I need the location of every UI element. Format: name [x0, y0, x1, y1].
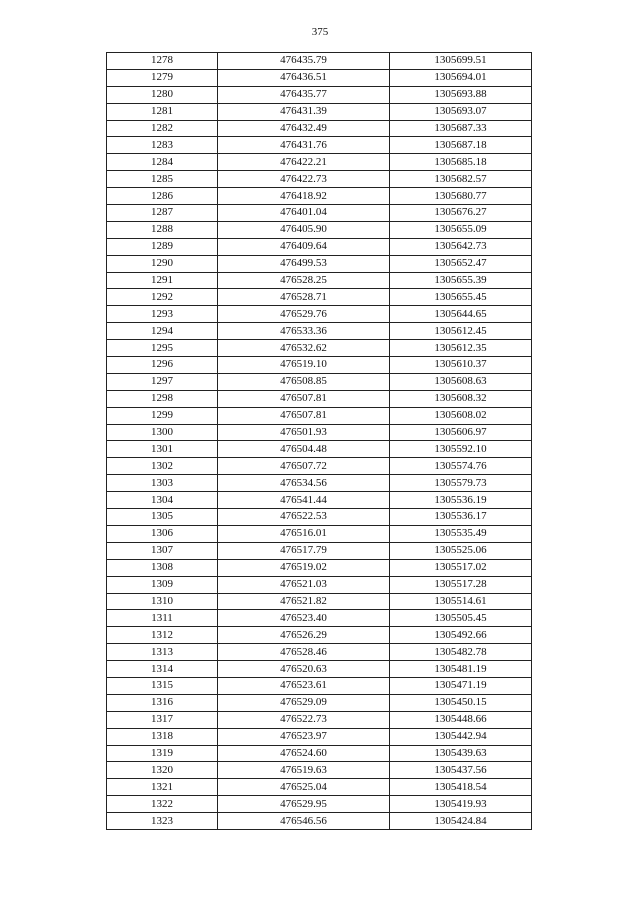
x-coordinate-cell: 476524.60	[218, 745, 390, 762]
point-number-cell: 1306	[107, 525, 218, 542]
table-row	[107, 137, 532, 154]
x-coordinate-cell: 476507.81	[218, 390, 390, 407]
table-row	[107, 694, 532, 711]
x-coordinate-cell: 476504.48	[218, 441, 390, 458]
y-coordinate-cell: 1305574.76	[390, 458, 532, 475]
table-row	[107, 340, 532, 357]
point-number-cell: 1307	[107, 542, 218, 559]
y-coordinate-cell: 1305612.35	[390, 340, 532, 357]
y-coordinate-cell: 1305482.78	[390, 644, 532, 661]
point-number-cell: 1318	[107, 728, 218, 745]
y-coordinate-cell: 1305437.56	[390, 762, 532, 779]
y-coordinate-cell: 1305525.06	[390, 542, 532, 559]
point-number-cell: 1294	[107, 323, 218, 340]
coordinates-table-body	[107, 53, 532, 830]
x-coordinate-cell: 476521.03	[218, 576, 390, 593]
point-number-cell: 1284	[107, 154, 218, 171]
table-row	[107, 103, 532, 120]
x-coordinate-cell: 476501.93	[218, 424, 390, 441]
table-row	[107, 627, 532, 644]
y-coordinate-cell: 1305536.17	[390, 509, 532, 526]
y-coordinate-cell: 1305682.57	[390, 171, 532, 188]
point-number-cell: 1285	[107, 171, 218, 188]
x-coordinate-cell: 476507.72	[218, 458, 390, 475]
point-number-cell: 1299	[107, 407, 218, 424]
table-row	[107, 323, 532, 340]
y-coordinate-cell: 1305505.45	[390, 610, 532, 627]
y-coordinate-cell: 1305606.97	[390, 424, 532, 441]
point-number-cell: 1317	[107, 711, 218, 728]
point-number-cell: 1303	[107, 475, 218, 492]
table-row	[107, 509, 532, 526]
y-coordinate-cell: 1305644.65	[390, 306, 532, 323]
table-row	[107, 205, 532, 222]
point-number-cell: 1278	[107, 53, 218, 70]
point-number-cell: 1321	[107, 779, 218, 796]
point-number-cell: 1315	[107, 677, 218, 694]
x-coordinate-cell: 476507.81	[218, 407, 390, 424]
point-number-cell: 1319	[107, 745, 218, 762]
x-coordinate-cell: 476431.76	[218, 137, 390, 154]
point-number-cell: 1322	[107, 796, 218, 813]
x-coordinate-cell: 476435.77	[218, 86, 390, 103]
x-coordinate-cell: 476523.61	[218, 677, 390, 694]
y-coordinate-cell: 1305694.01	[390, 69, 532, 86]
point-number-cell: 1283	[107, 137, 218, 154]
y-coordinate-cell: 1305517.02	[390, 559, 532, 576]
table-row	[107, 475, 532, 492]
point-number-cell: 1302	[107, 458, 218, 475]
table-row	[107, 238, 532, 255]
table-row	[107, 762, 532, 779]
y-coordinate-cell: 1305655.09	[390, 221, 532, 238]
x-coordinate-cell: 476519.10	[218, 357, 390, 374]
table-row	[107, 53, 532, 70]
table-row	[107, 711, 532, 728]
y-coordinate-cell: 1305517.28	[390, 576, 532, 593]
x-coordinate-cell: 476528.46	[218, 644, 390, 661]
table-row	[107, 525, 532, 542]
y-coordinate-cell: 1305442.94	[390, 728, 532, 745]
y-coordinate-cell: 1305676.27	[390, 205, 532, 222]
table-row	[107, 188, 532, 205]
y-coordinate-cell: 1305699.51	[390, 53, 532, 70]
y-coordinate-cell: 1305610.37	[390, 357, 532, 374]
table-row	[107, 542, 532, 559]
y-coordinate-cell: 1305424.84	[390, 813, 532, 830]
y-coordinate-cell: 1305535.49	[390, 525, 532, 542]
point-number-cell: 1280	[107, 86, 218, 103]
table-row	[107, 221, 532, 238]
point-number-cell: 1320	[107, 762, 218, 779]
table-row	[107, 306, 532, 323]
x-coordinate-cell: 476523.97	[218, 728, 390, 745]
table-row	[107, 593, 532, 610]
y-coordinate-cell: 1305687.18	[390, 137, 532, 154]
y-coordinate-cell: 1305579.73	[390, 475, 532, 492]
point-number-cell: 1287	[107, 205, 218, 222]
table-row	[107, 796, 532, 813]
x-coordinate-cell: 476401.04	[218, 205, 390, 222]
y-coordinate-cell: 1305592.10	[390, 441, 532, 458]
x-coordinate-cell: 476516.01	[218, 525, 390, 542]
table-row	[107, 661, 532, 678]
table-row	[107, 441, 532, 458]
table-row	[107, 154, 532, 171]
x-coordinate-cell: 476533.36	[218, 323, 390, 340]
y-coordinate-cell: 1305652.47	[390, 255, 532, 272]
table-row	[107, 357, 532, 374]
y-coordinate-cell: 1305419.93	[390, 796, 532, 813]
y-coordinate-cell: 1305655.45	[390, 289, 532, 306]
point-number-cell: 1297	[107, 373, 218, 390]
x-coordinate-cell: 476519.02	[218, 559, 390, 576]
point-number-cell: 1289	[107, 238, 218, 255]
table-row	[107, 390, 532, 407]
table-row	[107, 745, 532, 762]
table-row	[107, 644, 532, 661]
x-coordinate-cell: 476529.09	[218, 694, 390, 711]
table-row	[107, 813, 532, 830]
x-coordinate-cell: 476529.76	[218, 306, 390, 323]
point-number-cell: 1292	[107, 289, 218, 306]
y-coordinate-cell: 1305612.45	[390, 323, 532, 340]
x-coordinate-cell: 476519.63	[218, 762, 390, 779]
point-number-cell: 1305	[107, 509, 218, 526]
y-coordinate-cell: 1305685.18	[390, 154, 532, 171]
coordinates-table	[106, 52, 532, 830]
y-coordinate-cell: 1305655.39	[390, 272, 532, 289]
y-coordinate-cell: 1305481.19	[390, 661, 532, 678]
y-coordinate-cell: 1305448.66	[390, 711, 532, 728]
y-coordinate-cell: 1305687.33	[390, 120, 532, 137]
point-number-cell: 1293	[107, 306, 218, 323]
x-coordinate-cell: 476422.21	[218, 154, 390, 171]
table-row	[107, 576, 532, 593]
point-number-cell: 1314	[107, 661, 218, 678]
table-row	[107, 407, 532, 424]
point-number-cell: 1308	[107, 559, 218, 576]
y-coordinate-cell: 1305450.15	[390, 694, 532, 711]
table-row	[107, 610, 532, 627]
x-coordinate-cell: 476422.73	[218, 171, 390, 188]
y-coordinate-cell: 1305693.07	[390, 103, 532, 120]
point-number-cell: 1288	[107, 221, 218, 238]
table-row	[107, 677, 532, 694]
table-row	[107, 492, 532, 509]
point-number-cell: 1279	[107, 69, 218, 86]
table-row	[107, 272, 532, 289]
y-coordinate-cell: 1305471.19	[390, 677, 532, 694]
y-coordinate-cell: 1305693.88	[390, 86, 532, 103]
table-row	[107, 86, 532, 103]
point-number-cell: 1290	[107, 255, 218, 272]
table-row	[107, 458, 532, 475]
y-coordinate-cell: 1305536.19	[390, 492, 532, 509]
y-coordinate-cell: 1305608.32	[390, 390, 532, 407]
point-number-cell: 1323	[107, 813, 218, 830]
point-number-cell: 1309	[107, 576, 218, 593]
x-coordinate-cell: 476520.63	[218, 661, 390, 678]
x-coordinate-cell: 476409.64	[218, 238, 390, 255]
x-coordinate-cell: 476526.29	[218, 627, 390, 644]
x-coordinate-cell: 476534.56	[218, 475, 390, 492]
x-coordinate-cell: 476432.49	[218, 120, 390, 137]
y-coordinate-cell: 1305492.66	[390, 627, 532, 644]
table-row	[107, 289, 532, 306]
table-row	[107, 779, 532, 796]
table-row	[107, 171, 532, 188]
point-number-cell: 1282	[107, 120, 218, 137]
table-row	[107, 728, 532, 745]
x-coordinate-cell: 476418.92	[218, 188, 390, 205]
point-number-cell: 1286	[107, 188, 218, 205]
table-row	[107, 255, 532, 272]
x-coordinate-cell: 476517.79	[218, 542, 390, 559]
y-coordinate-cell: 1305680.77	[390, 188, 532, 205]
x-coordinate-cell: 476529.95	[218, 796, 390, 813]
table-row	[107, 120, 532, 137]
point-number-cell: 1304	[107, 492, 218, 509]
point-number-cell: 1301	[107, 441, 218, 458]
point-number-cell: 1311	[107, 610, 218, 627]
x-coordinate-cell: 476499.53	[218, 255, 390, 272]
y-coordinate-cell: 1305608.63	[390, 373, 532, 390]
y-coordinate-cell: 1305642.73	[390, 238, 532, 255]
point-number-cell: 1296	[107, 357, 218, 374]
point-number-cell: 1300	[107, 424, 218, 441]
x-coordinate-cell: 476528.25	[218, 272, 390, 289]
x-coordinate-cell: 476532.62	[218, 340, 390, 357]
x-coordinate-cell: 476431.39	[218, 103, 390, 120]
point-number-cell: 1295	[107, 340, 218, 357]
table-row	[107, 559, 532, 576]
point-number-cell: 1298	[107, 390, 218, 407]
x-coordinate-cell: 476541.44	[218, 492, 390, 509]
y-coordinate-cell: 1305608.02	[390, 407, 532, 424]
x-coordinate-cell: 476528.71	[218, 289, 390, 306]
point-number-cell: 1316	[107, 694, 218, 711]
point-number-cell: 1310	[107, 593, 218, 610]
x-coordinate-cell: 476435.79	[218, 53, 390, 70]
point-number-cell: 1281	[107, 103, 218, 120]
x-coordinate-cell: 476525.04	[218, 779, 390, 796]
table-row	[107, 424, 532, 441]
point-number-cell: 1313	[107, 644, 218, 661]
y-coordinate-cell: 1305514.61	[390, 593, 532, 610]
x-coordinate-cell: 476522.73	[218, 711, 390, 728]
point-number-cell: 1291	[107, 272, 218, 289]
y-coordinate-cell: 1305418.54	[390, 779, 532, 796]
x-coordinate-cell: 476522.53	[218, 509, 390, 526]
table-row	[107, 373, 532, 390]
table-row	[107, 69, 532, 86]
x-coordinate-cell: 476546.56	[218, 813, 390, 830]
page-number: 375	[311, 26, 329, 38]
x-coordinate-cell: 476521.82	[218, 593, 390, 610]
y-coordinate-cell: 1305439.63	[390, 745, 532, 762]
x-coordinate-cell: 476436.51	[218, 69, 390, 86]
x-coordinate-cell: 476523.40	[218, 610, 390, 627]
x-coordinate-cell: 476405.90	[218, 221, 390, 238]
x-coordinate-cell: 476508.85	[218, 373, 390, 390]
point-number-cell: 1312	[107, 627, 218, 644]
